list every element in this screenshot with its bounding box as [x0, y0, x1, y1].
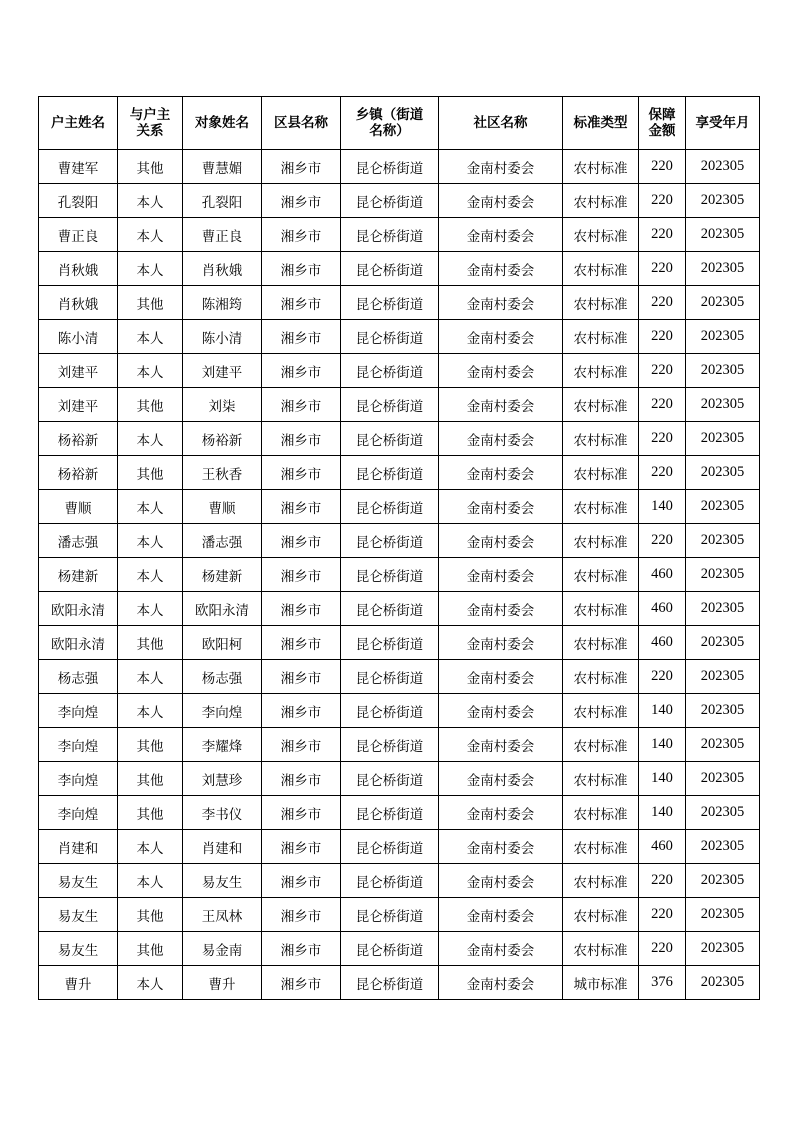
recipient-cell: 肖建和 — [183, 830, 262, 864]
standard-cell: 农村标准 — [563, 626, 639, 660]
standard-cell: 农村标准 — [563, 150, 639, 184]
householder-cell: 陈小清 — [39, 320, 118, 354]
relation-cell: 其他 — [118, 796, 183, 830]
community-cell: 金南村委会 — [439, 184, 563, 218]
county-cell: 湘乡市 — [262, 694, 341, 728]
community-cell: 金南村委会 — [439, 218, 563, 252]
community-cell: 金南村委会 — [439, 762, 563, 796]
month-cell: 202305 — [686, 626, 760, 660]
standard-cell: 农村标准 — [563, 252, 639, 286]
header-label: 对象姓名 — [195, 115, 249, 131]
month-cell: 202305 — [686, 660, 760, 694]
township-cell: 昆仑桥街道 — [341, 558, 439, 592]
township-cell: 昆仑桥街道 — [341, 422, 439, 456]
community-cell: 金南村委会 — [439, 150, 563, 184]
table-row — [39, 796, 760, 830]
standard-cell: 农村标准 — [563, 592, 639, 626]
standard-cell: 农村标准 — [563, 320, 639, 354]
relation-cell: 其他 — [118, 626, 183, 660]
township-cell: 昆仑桥街道 — [341, 762, 439, 796]
relation-cell: 其他 — [118, 932, 183, 966]
relation-cell: 本人 — [118, 864, 183, 898]
relation-cell: 本人 — [118, 252, 183, 286]
month-cell: 202305 — [686, 762, 760, 796]
header-standard-type — [563, 97, 639, 150]
relation-cell: 本人 — [118, 592, 183, 626]
township-cell: 昆仑桥街道 — [341, 592, 439, 626]
county-cell: 湘乡市 — [262, 422, 341, 456]
standard-cell: 农村标准 — [563, 932, 639, 966]
community-cell: 金南村委会 — [439, 320, 563, 354]
header-label-line2: 关系 — [136, 123, 164, 139]
standard-cell: 农村标准 — [563, 694, 639, 728]
community-cell: 金南村委会 — [439, 830, 563, 864]
community-cell: 金南村委会 — [439, 864, 563, 898]
header-label: 标准类型 — [573, 115, 628, 131]
householder-cell: 易友生 — [39, 898, 118, 932]
standard-cell: 农村标准 — [563, 898, 639, 932]
householder-cell: 肖建和 — [39, 830, 118, 864]
recipient-cell: 曹顺 — [183, 490, 262, 524]
county-cell: 湘乡市 — [262, 150, 341, 184]
county-cell: 湘乡市 — [262, 456, 341, 490]
recipient-cell: 肖秋娥 — [183, 252, 262, 286]
community-cell: 金南村委会 — [439, 286, 563, 320]
community-cell: 金南村委会 — [439, 626, 563, 660]
amount-cell: 460 — [639, 592, 686, 626]
householder-cell: 孔裂阳 — [39, 184, 118, 218]
township-cell: 昆仑桥街道 — [341, 966, 439, 1000]
amount-cell: 140 — [639, 490, 686, 524]
standard-cell: 农村标准 — [563, 218, 639, 252]
community-cell: 金南村委会 — [439, 932, 563, 966]
month-cell: 202305 — [686, 422, 760, 456]
county-cell: 湘乡市 — [262, 320, 341, 354]
header-amount — [639, 97, 686, 150]
month-cell: 202305 — [686, 796, 760, 830]
community-cell: 金南村委会 — [439, 592, 563, 626]
county-cell: 湘乡市 — [262, 796, 341, 830]
community-cell: 金南村委会 — [439, 354, 563, 388]
month-cell: 202305 — [686, 830, 760, 864]
standard-cell: 农村标准 — [563, 830, 639, 864]
community-cell: 金南村委会 — [439, 490, 563, 524]
county-cell: 湘乡市 — [262, 524, 341, 558]
householder-cell: 曹顺 — [39, 490, 118, 524]
month-cell: 202305 — [686, 592, 760, 626]
relation-cell: 其他 — [118, 150, 183, 184]
relation-cell: 本人 — [118, 184, 183, 218]
community-cell: 金南村委会 — [439, 660, 563, 694]
householder-cell: 李向煌 — [39, 796, 118, 830]
community-cell: 金南村委会 — [439, 524, 563, 558]
county-cell: 湘乡市 — [262, 184, 341, 218]
householder-cell: 易友生 — [39, 864, 118, 898]
amount-cell: 220 — [639, 524, 686, 558]
header-label: 区县名称 — [274, 115, 328, 131]
county-cell: 湘乡市 — [262, 898, 341, 932]
county-cell: 湘乡市 — [262, 762, 341, 796]
county-cell: 湘乡市 — [262, 354, 341, 388]
recipient-cell: 易友生 — [183, 864, 262, 898]
township-cell: 昆仑桥街道 — [341, 286, 439, 320]
relation-cell: 本人 — [118, 830, 183, 864]
standard-cell: 农村标准 — [563, 524, 639, 558]
header-relation — [118, 97, 183, 150]
recipient-cell: 曹升 — [183, 966, 262, 1000]
county-cell: 湘乡市 — [262, 966, 341, 1000]
standard-cell: 农村标准 — [563, 184, 639, 218]
recipient-cell: 刘慧珍 — [183, 762, 262, 796]
table-row — [39, 218, 760, 252]
community-cell: 金南村委会 — [439, 388, 563, 422]
month-cell: 202305 — [686, 150, 760, 184]
table-row — [39, 252, 760, 286]
header-recipient-name — [183, 97, 262, 150]
table-row — [39, 660, 760, 694]
standard-cell: 农村标准 — [563, 796, 639, 830]
recipient-cell: 曹正良 — [183, 218, 262, 252]
table-row — [39, 286, 760, 320]
householder-cell: 肖秋娥 — [39, 252, 118, 286]
recipient-cell: 潘志强 — [183, 524, 262, 558]
amount-cell: 220 — [639, 864, 686, 898]
county-cell: 湘乡市 — [262, 286, 341, 320]
month-cell: 202305 — [686, 354, 760, 388]
householder-cell: 杨建新 — [39, 558, 118, 592]
table-row — [39, 966, 760, 1000]
month-cell: 202305 — [686, 558, 760, 592]
table-row — [39, 592, 760, 626]
table-row — [39, 830, 760, 864]
standard-cell: 农村标准 — [563, 354, 639, 388]
header-householder-name — [39, 97, 118, 150]
recipient-cell: 李向煌 — [183, 694, 262, 728]
table-row — [39, 320, 760, 354]
table-row — [39, 422, 760, 456]
header-community-name — [439, 97, 563, 150]
county-cell: 湘乡市 — [262, 932, 341, 966]
community-cell: 金南村委会 — [439, 422, 563, 456]
table-row — [39, 388, 760, 422]
table-row — [39, 524, 760, 558]
county-cell: 湘乡市 — [262, 864, 341, 898]
householder-cell: 刘建平 — [39, 354, 118, 388]
month-cell: 202305 — [686, 898, 760, 932]
recipient-cell: 王秋香 — [183, 456, 262, 490]
header-county-name — [262, 97, 341, 150]
amount-cell: 220 — [639, 286, 686, 320]
householder-cell: 李向煌 — [39, 694, 118, 728]
householder-cell: 曹建军 — [39, 150, 118, 184]
county-cell: 湘乡市 — [262, 830, 341, 864]
amount-cell: 220 — [639, 932, 686, 966]
township-cell: 昆仑桥街道 — [341, 150, 439, 184]
township-cell: 昆仑桥街道 — [341, 524, 439, 558]
township-cell: 昆仑桥街道 — [341, 456, 439, 490]
relation-cell: 本人 — [118, 660, 183, 694]
header-label-line1: 保障 — [648, 107, 676, 123]
community-cell: 金南村委会 — [439, 694, 563, 728]
amount-cell: 220 — [639, 898, 686, 932]
householder-cell: 李向煌 — [39, 762, 118, 796]
amount-cell: 460 — [639, 626, 686, 660]
recipient-cell: 孔裂阳 — [183, 184, 262, 218]
householder-cell: 欧阳永清 — [39, 626, 118, 660]
relation-cell: 其他 — [118, 286, 183, 320]
table-row — [39, 456, 760, 490]
township-cell: 昆仑桥街道 — [341, 320, 439, 354]
amount-cell: 220 — [639, 388, 686, 422]
header-label: 享受年月 — [695, 115, 750, 131]
householder-cell: 刘建平 — [39, 388, 118, 422]
township-cell: 昆仑桥街道 — [341, 388, 439, 422]
relation-cell: 其他 — [118, 388, 183, 422]
header-label-line1: 与户主 — [129, 107, 171, 123]
amount-cell: 220 — [639, 150, 686, 184]
householder-cell: 杨志强 — [39, 660, 118, 694]
township-cell: 昆仑桥街道 — [341, 694, 439, 728]
subsidy-roster-table — [38, 96, 760, 1000]
recipient-cell: 李耀烽 — [183, 728, 262, 762]
month-cell: 202305 — [686, 320, 760, 354]
table-row — [39, 932, 760, 966]
table-row — [39, 728, 760, 762]
householder-cell: 曹正良 — [39, 218, 118, 252]
month-cell: 202305 — [686, 388, 760, 422]
relation-cell: 本人 — [118, 694, 183, 728]
month-cell: 202305 — [686, 456, 760, 490]
table-row — [39, 150, 760, 184]
standard-cell: 农村标准 — [563, 864, 639, 898]
table-row — [39, 762, 760, 796]
recipient-cell: 杨裕新 — [183, 422, 262, 456]
recipient-cell: 李书仪 — [183, 796, 262, 830]
table-row — [39, 354, 760, 388]
township-cell: 昆仑桥街道 — [341, 252, 439, 286]
standard-cell: 农村标准 — [563, 558, 639, 592]
amount-cell: 140 — [639, 694, 686, 728]
amount-cell: 220 — [639, 252, 686, 286]
relation-cell: 本人 — [118, 558, 183, 592]
month-cell: 202305 — [686, 864, 760, 898]
standard-cell: 农村标准 — [563, 286, 639, 320]
header-label-line2: 名称） — [369, 123, 410, 139]
relation-cell: 本人 — [118, 524, 183, 558]
amount-cell: 220 — [639, 184, 686, 218]
table-body — [39, 150, 760, 1000]
standard-cell: 农村标准 — [563, 422, 639, 456]
recipient-cell: 欧阳柯 — [183, 626, 262, 660]
header-benefit-month — [686, 97, 760, 150]
recipient-cell: 陈小清 — [183, 320, 262, 354]
header-label-line2: 金额 — [648, 123, 676, 139]
amount-cell: 140 — [639, 796, 686, 830]
month-cell: 202305 — [686, 524, 760, 558]
householder-cell: 易友生 — [39, 932, 118, 966]
month-cell: 202305 — [686, 932, 760, 966]
table-row — [39, 864, 760, 898]
relation-cell: 本人 — [118, 490, 183, 524]
standard-cell: 农村标准 — [563, 660, 639, 694]
table-row — [39, 184, 760, 218]
recipient-cell: 曹慧媚 — [183, 150, 262, 184]
amount-cell: 140 — [639, 762, 686, 796]
month-cell: 202305 — [686, 694, 760, 728]
standard-cell: 农村标准 — [563, 388, 639, 422]
recipient-cell: 陈湘筠 — [183, 286, 262, 320]
month-cell: 202305 — [686, 966, 760, 1000]
relation-cell: 本人 — [118, 966, 183, 1000]
recipient-cell: 王凤林 — [183, 898, 262, 932]
amount-cell: 220 — [639, 660, 686, 694]
township-cell: 昆仑桥街道 — [341, 864, 439, 898]
recipient-cell: 刘柒 — [183, 388, 262, 422]
township-cell: 昆仑桥街道 — [341, 490, 439, 524]
township-cell: 昆仑桥街道 — [341, 728, 439, 762]
amount-cell: 220 — [639, 218, 686, 252]
householder-cell: 欧阳永清 — [39, 592, 118, 626]
county-cell: 湘乡市 — [262, 626, 341, 660]
amount-cell: 220 — [639, 456, 686, 490]
county-cell: 湘乡市 — [262, 660, 341, 694]
header-label: 社区名称 — [473, 115, 528, 131]
relation-cell: 本人 — [118, 422, 183, 456]
amount-cell: 460 — [639, 830, 686, 864]
standard-cell: 城市标准 — [563, 966, 639, 1000]
relation-cell: 其他 — [118, 898, 183, 932]
community-cell: 金南村委会 — [439, 456, 563, 490]
township-cell: 昆仑桥街道 — [341, 796, 439, 830]
month-cell: 202305 — [686, 728, 760, 762]
recipient-cell: 杨志强 — [183, 660, 262, 694]
amount-cell: 220 — [639, 320, 686, 354]
standard-cell: 农村标准 — [563, 728, 639, 762]
township-cell: 昆仑桥街道 — [341, 898, 439, 932]
header-label: 户主姓名 — [51, 115, 105, 131]
county-cell: 湘乡市 — [262, 252, 341, 286]
table-row — [39, 490, 760, 524]
community-cell: 金南村委会 — [439, 252, 563, 286]
householder-cell: 杨裕新 — [39, 456, 118, 490]
community-cell: 金南村委会 — [439, 898, 563, 932]
header-label-line1: 乡镇（街道 — [355, 107, 424, 123]
township-cell: 昆仑桥街道 — [341, 932, 439, 966]
month-cell: 202305 — [686, 490, 760, 524]
table-row — [39, 898, 760, 932]
county-cell: 湘乡市 — [262, 218, 341, 252]
community-cell: 金南村委会 — [439, 728, 563, 762]
table-row — [39, 558, 760, 592]
relation-cell: 本人 — [118, 354, 183, 388]
amount-cell: 460 — [639, 558, 686, 592]
standard-cell: 农村标准 — [563, 490, 639, 524]
recipient-cell: 刘建平 — [183, 354, 262, 388]
township-cell: 昆仑桥街道 — [341, 184, 439, 218]
householder-cell: 肖秋娥 — [39, 286, 118, 320]
county-cell: 湘乡市 — [262, 592, 341, 626]
county-cell: 湘乡市 — [262, 388, 341, 422]
community-cell: 金南村委会 — [439, 796, 563, 830]
township-cell: 昆仑桥街道 — [341, 660, 439, 694]
table-header-row — [39, 97, 760, 150]
householder-cell: 曹升 — [39, 966, 118, 1000]
amount-cell: 220 — [639, 422, 686, 456]
recipient-cell: 易金南 — [183, 932, 262, 966]
amount-cell: 220 — [639, 354, 686, 388]
county-cell: 湘乡市 — [262, 558, 341, 592]
relation-cell: 本人 — [118, 218, 183, 252]
householder-cell: 潘志强 — [39, 524, 118, 558]
month-cell: 202305 — [686, 218, 760, 252]
header-township-name — [341, 97, 439, 150]
relation-cell: 其他 — [118, 728, 183, 762]
month-cell: 202305 — [686, 252, 760, 286]
township-cell: 昆仑桥街道 — [341, 354, 439, 388]
recipient-cell: 欧阳永清 — [183, 592, 262, 626]
month-cell: 202305 — [686, 286, 760, 320]
month-cell: 202305 — [686, 184, 760, 218]
recipient-cell: 杨建新 — [183, 558, 262, 592]
county-cell: 湘乡市 — [262, 728, 341, 762]
householder-cell: 李向煌 — [39, 728, 118, 762]
relation-cell: 其他 — [118, 456, 183, 490]
standard-cell: 农村标准 — [563, 762, 639, 796]
relation-cell: 本人 — [118, 320, 183, 354]
relation-cell: 其他 — [118, 762, 183, 796]
amount-cell: 140 — [639, 728, 686, 762]
table-row — [39, 626, 760, 660]
township-cell: 昆仑桥街道 — [341, 626, 439, 660]
county-cell: 湘乡市 — [262, 490, 341, 524]
township-cell: 昆仑桥街道 — [341, 218, 439, 252]
table-row — [39, 694, 760, 728]
community-cell: 金南村委会 — [439, 966, 563, 1000]
standard-cell: 农村标准 — [563, 456, 639, 490]
township-cell: 昆仑桥街道 — [341, 830, 439, 864]
amount-cell: 376 — [639, 966, 686, 1000]
community-cell: 金南村委会 — [439, 558, 563, 592]
householder-cell: 杨裕新 — [39, 422, 118, 456]
